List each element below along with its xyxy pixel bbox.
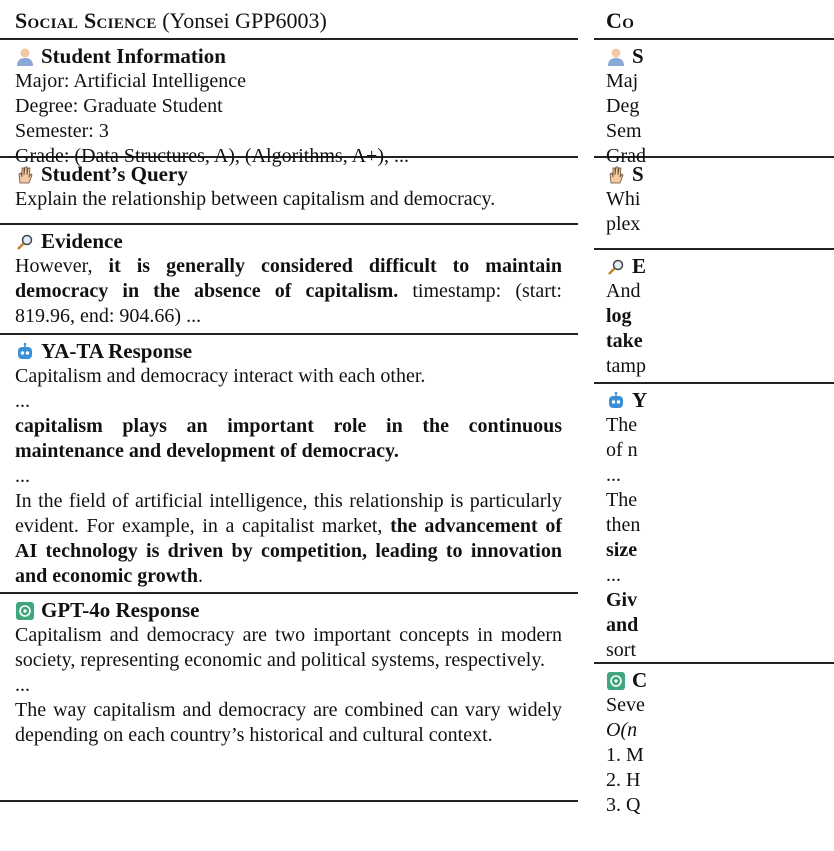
second-evidence-heading [606, 254, 818, 279]
second-gpt-line: O(n [606, 719, 638, 741]
gpt-heading [15, 598, 562, 623]
second-yata-heading [606, 388, 818, 413]
second-gpt-line: Seve [606, 694, 645, 716]
second-yata-line: ... [606, 464, 621, 486]
second-info-line: Deg [606, 95, 640, 117]
second-gpt-line: 1. M [606, 744, 644, 766]
second-yata-line: of n [606, 439, 638, 461]
yata-section [0, 335, 578, 594]
second-gpt-section [594, 664, 834, 834]
gpt-title: GPT-4o Response [41, 598, 200, 622]
second-query-line: Whi [606, 188, 641, 210]
gpt-para1: Capitalism and democracy are two important concepts in modern society, representing economic and political systems, respectively. [15, 624, 562, 671]
second-query-line: plex [606, 213, 641, 235]
student-info-section [0, 40, 578, 167]
evidence-pre: However, [15, 255, 109, 277]
yata-heading [15, 339, 562, 364]
second-gpt-line: 2. H [606, 769, 641, 791]
yata-bold1-text: capitalism plays an important role in the continuous maintenance and development of democracy. [15, 415, 562, 462]
second-yata-line: ... [606, 564, 621, 586]
magnifier-icon [606, 257, 626, 277]
raised-hand-icon [15, 165, 35, 185]
second-evidence-section [594, 250, 834, 384]
second-evidence-title: E [632, 254, 647, 278]
student-info-title: Student Information [41, 44, 226, 68]
second-evidence-line: log [606, 305, 632, 327]
header-course: (Yonsei GPP6003) [156, 8, 327, 33]
second-info-title: S [632, 44, 644, 68]
yata-para2-pre: In the field of artificial intelligence, this relationship is particularly evident. For example, in a capitalist market, [15, 490, 562, 537]
second-info-line: Maj [606, 70, 639, 92]
second-evidence-line: tamp [606, 355, 646, 377]
second-info-heading [606, 44, 818, 69]
second-header [594, 0, 834, 40]
gpt-ellipsis: ... [15, 674, 30, 696]
second-yata-line: The [606, 489, 638, 511]
second-gpt-line: 3. Q [606, 794, 641, 816]
page-header [0, 0, 578, 40]
second-info-line: Grad [606, 145, 646, 167]
robot-icon [15, 342, 35, 362]
yata-title: YA-TA Response [41, 339, 193, 363]
robot-icon [606, 391, 626, 411]
second-query-heading [606, 162, 818, 187]
second-evidence-line: take [606, 330, 643, 352]
second-header-title: Co [606, 8, 635, 33]
gpt-section [0, 594, 578, 802]
second-yata-line: The [606, 414, 638, 436]
raised-hand-icon [606, 165, 626, 185]
second-column-clipped [594, 0, 834, 834]
second-query-section [594, 158, 834, 250]
second-yata-line: and [606, 614, 639, 636]
yata-line1: Capitalism and democracy interact with each other. [15, 365, 426, 387]
info-degree: Degree: Graduate Student [15, 95, 223, 117]
header-title: Social Science [15, 8, 157, 33]
yata-bold1 [15, 414, 562, 464]
second-yata-title: Y [632, 388, 648, 412]
second-yata-section [594, 384, 834, 664]
evidence-heading [15, 229, 562, 254]
yata-para2-post: . [197, 565, 203, 587]
query-title: Student’s Query [41, 162, 188, 186]
person-icon [15, 47, 35, 67]
second-info-line: Sem [606, 120, 642, 142]
gpt-logo-icon [15, 601, 35, 621]
second-yata-line: sort [606, 639, 636, 661]
person-icon [606, 47, 626, 67]
yata-ellipsis1: ... [15, 390, 30, 412]
yata-ellipsis2: ... [15, 465, 30, 487]
evidence-bold: it is generally considered difficult to maintain democracy in the absence of capitalism. [15, 255, 562, 302]
second-yata-line: size [606, 539, 638, 561]
second-evidence-line: And [606, 280, 641, 302]
info-semester: Semester: 3 [15, 120, 109, 142]
second-gpt-title: C [632, 668, 648, 692]
second-info-section [594, 40, 834, 167]
info-major: Major: Artificial Intelligence [15, 70, 247, 92]
student-info-heading [15, 44, 562, 69]
gpt-para2: The way capitalism and democracy are combined can vary widely depending on each country’s historical and cultural context. [15, 699, 562, 746]
magnifier-icon [15, 232, 35, 252]
second-yata-line: then [606, 514, 641, 536]
query-text: Explain the relationship between capitalism and democracy. [15, 188, 496, 210]
second-gpt-heading [606, 668, 818, 693]
evidence-title: Evidence [41, 229, 123, 253]
second-query-title: S [632, 162, 644, 186]
evidence-section [0, 225, 578, 335]
second-yata-line: Giv [606, 589, 638, 611]
evidence-post: timestamp: (start: 819.96, end: 904.66) ... [15, 280, 562, 327]
evidence-text [15, 254, 562, 329]
yata-para2-bold: the advancement of AI technology is driven by competition, leading to innovation and economic growth [15, 515, 562, 587]
info-grade: Grade: (Data Structures, A), (Algorithms, A+), ... [15, 145, 409, 167]
yata-para2 [15, 489, 562, 589]
gpt-logo-icon [606, 671, 626, 691]
